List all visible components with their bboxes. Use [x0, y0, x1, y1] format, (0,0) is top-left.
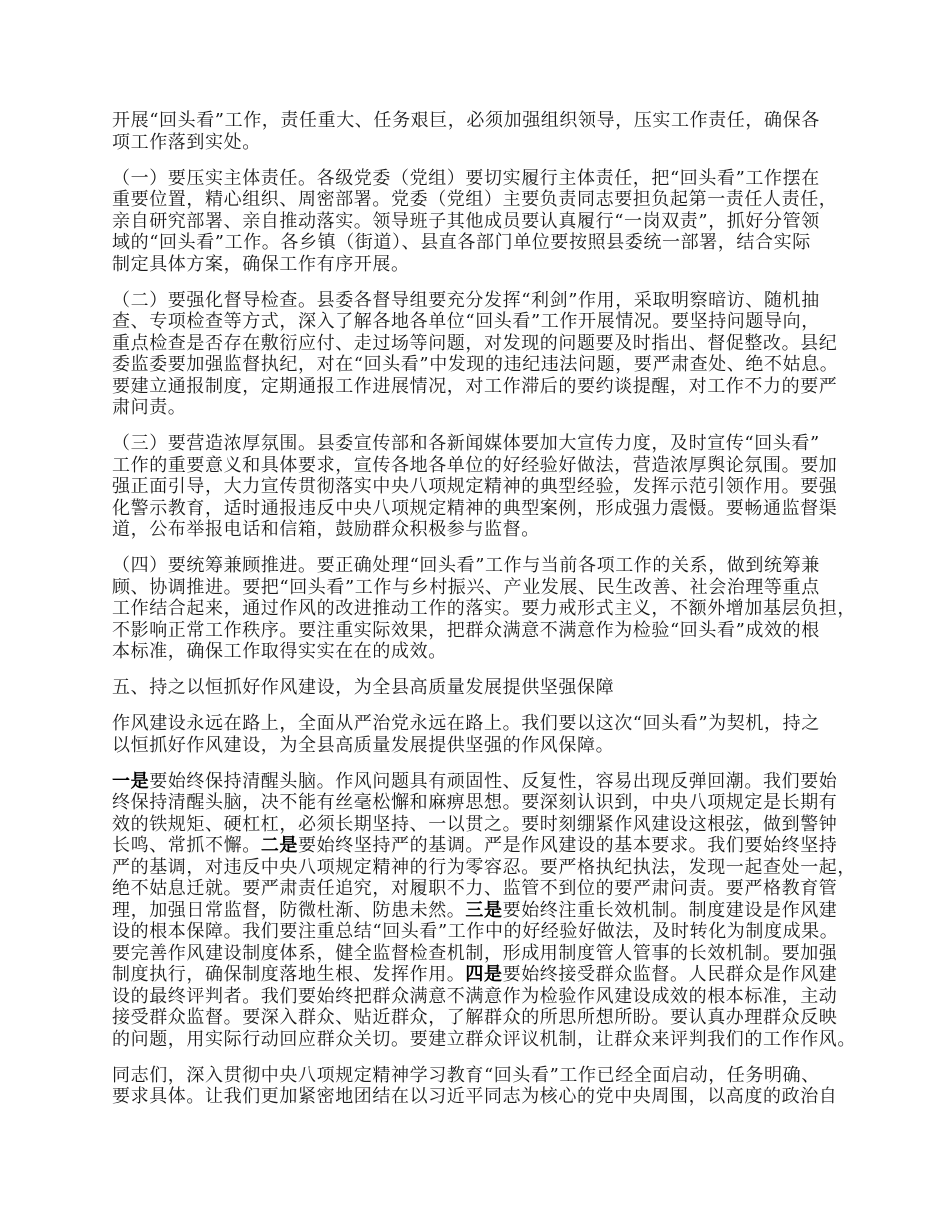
text-line: 化警示教育，适时通报违反中央八项规定精神的典型案例，形成强力震慑。要畅通监督渠: [112, 497, 838, 519]
text-line: 重要位置，精心组织、周密部署。党委（党组）主要负责同志要担负起第一责任人责任，: [112, 189, 838, 210]
text-line: [112, 771, 842, 793]
text-line: 开展“回头看”工作，责任重大、任务艰巨，必须加强组织领导，压实工作责任，确保各: [112, 110, 820, 131]
paragraph-item-4: [112, 555, 856, 663]
text-line: 不影响正常工作秩序。要注重实际效果，把群众满意不满意作为检验“回头看”成效的根: [112, 619, 820, 641]
text-line: 重点检查是否存在敷衍应付、走过场等问题，对发现的问题要及时指出、督促整改。县纪: [112, 332, 838, 354]
paragraph-section-5-points: [112, 770, 856, 1051]
text-line: 以恒抓好作风建设，为全县高质量发展提供坚强的作风保障。: [112, 734, 615, 756]
text-line: [112, 921, 842, 943]
text-run: 长鸣、常抓不懈。: [112, 835, 261, 856]
text-line: [112, 814, 842, 836]
text-line: 道，公布举报电话和信箱，鼓励群众积极参与监督。: [112, 519, 540, 540]
text-line: 强正面引导，大力宣传贯彻落实中央八项规定精神的典型经验，发挥示范引领作用。要强: [112, 476, 838, 497]
document-page: [112, 110, 856, 1122]
text-line: [112, 835, 842, 857]
text-line: 域的“回头看”工作。各乡镇（街道）、县直各部门单位要按照县委统一部署，结合实际: [112, 232, 811, 253]
text-run: 效的铁规矩、硬杠杠，必须长期坚持、一以贯之。要时刻绷紧作风建设这根弦，做到警钟: [112, 813, 838, 835]
text-line: （三）要营造浓厚氛围。县委宣传部和各新闻媒体要加大宣传力度，及时宣传“回头看”: [112, 433, 820, 454]
paragraph-item-1: [112, 168, 842, 276]
text-line: [112, 878, 842, 900]
text-run: 要完善作风建设制度体系，健全监督检查机制，形成用制度管人管事的长效机制。要加强: [112, 942, 838, 964]
text-run: 严的基调，对违反中央八项规定精神的行为零容忍。要严格执纪执法，发现一起查处一起，: [112, 856, 856, 878]
text-line: 要求具体。让我们更加紧密地团结在以习近平同志为核心的党中央周围，以高度的政治自: [112, 1086, 838, 1107]
text-line: 五、持之以恒抓好作风建设，为全县高质量发展提供坚强保障: [112, 677, 615, 698]
text-line: [112, 964, 842, 986]
text-line: [112, 943, 842, 965]
text-line: 查、专项检查等方式，深入了解各地各单位“回头看”工作开展情况。要坚持问题导向，: [112, 311, 820, 332]
text-run: 要始终注重长效机制。制度建设是作风建: [502, 899, 838, 921]
text-line: （四）要统筹兼顾推进。要正确处理“回头看”工作与当前各项工作的关系，做到统筹兼: [112, 555, 820, 576]
bold-point-label: 三是: [465, 899, 503, 921]
paragraph-intro: [112, 110, 842, 153]
paragraph-section-5-heading: [112, 677, 842, 699]
text-line: 肃问责。: [112, 397, 187, 418]
text-line: 同志们，深入贯彻中央八项规定精神学习教育“回头看”工作已经全面启动，任务明确、: [112, 1064, 820, 1086]
text-line: 制定具体方案，确保工作有序开展。: [112, 253, 410, 275]
text-line: 作风建设永远在路上，全面从严治党永远在路上。我们要以这次“回头看”为契机，持之: [112, 713, 820, 734]
text-run: 要始终接受群众监督。人民群众是作风建: [502, 964, 838, 985]
text-line: 亲自研究部署、亲自推动落实。领导班子其他成员要认真履行“一岗双责”，抓好分管领: [112, 210, 820, 232]
text-run: 理，加强日常监督，防微杜渐、防患未然。: [112, 899, 466, 921]
paragraph-item-3: [112, 433, 842, 541]
text-line: [112, 1007, 842, 1029]
text-line: 项工作落到实处。: [112, 131, 261, 153]
text-line: 委监委要加强监督执纪，对在“回头看”中发现的违纪违法问题，要严肃查处、绝不姑息。: [112, 354, 839, 375]
text-line: （一）要压实主体责任。各级党委（党组）要切实履行主体责任，把“回头看”工作摆在: [112, 167, 820, 189]
text-line: [112, 792, 842, 814]
text-run: 的问题，用实际行动回应群众关切。要建立群众评议机制，让群众来评判我们的工作作风。: [112, 1028, 856, 1050]
text-run: 设的根本保障。我们要注重总结“回头看”工作中的好经验好做法，及时转化为制度成果。: [112, 921, 839, 942]
text-run: 设的最终评判者。我们要始终把群众满意不满意作为检验作风建设成效的根本标准，主动: [112, 985, 838, 1007]
bold-point-label: 一是: [112, 770, 150, 792]
paragraph-section-5-intro: [112, 713, 842, 756]
text-line: 工作结合起来，通过作风的改进推动工作的落实。要力戒形式主义，不额外增加基层负担，: [112, 598, 856, 619]
text-line: （二）要强化督导检查。县委各督导组要充分发挥“利剑”作用，采取明察暗访、随机抽: [112, 289, 820, 311]
text-line: [112, 900, 842, 922]
text-run: 终保持清醒头脑，决不能有丝毫松懈和麻痹思想。要深刻认识到，中央八项规定是长期有: [112, 792, 838, 813]
text-run: 绝不姑息迁就。要严肃责任追究，对履职不力、监管不到位的要严肃问责。要严格教育管: [112, 878, 838, 899]
text-run: 要始终坚持严的基调。严是作风建设的基本要求。我们要始终坚持: [298, 835, 838, 856]
text-line: 顾、协调推进。要把“回头看”工作与乡村振兴、产业发展、民生改善、社会治理等重点: [112, 576, 820, 598]
text-line: 本标准，确保工作取得实实在在的成效。: [112, 641, 447, 662]
text-line: [112, 1028, 856, 1051]
bold-point-label: 二是: [260, 835, 299, 856]
text-run: 接受群众监督。要深入群众、贴近群众，了解群众的所思所想所盼。要认真办理群众反映: [112, 1007, 838, 1028]
text-line: [112, 856, 856, 879]
text-line: 工作的重要意义和具体要求，宣传各地各单位的好经验好做法，营造浓厚舆论氛围。要加: [112, 454, 838, 476]
paragraph-item-2: [112, 290, 842, 419]
bold-point-label: 四是: [465, 964, 503, 985]
text-run: 制度执行，确保制度落地生根、发挥作用。: [112, 964, 466, 985]
text-run: 要始终保持清醒头脑。作风问题具有顽固性、反复性，容易出现反弹回潮。我们要始: [149, 770, 838, 792]
text-line: [112, 986, 842, 1008]
paragraph-closing: [112, 1065, 842, 1108]
text-line: 要建立通报制度，定期通报工作进展情况，对工作滞后的要约谈提醒，对工作不力的要严: [112, 375, 838, 397]
